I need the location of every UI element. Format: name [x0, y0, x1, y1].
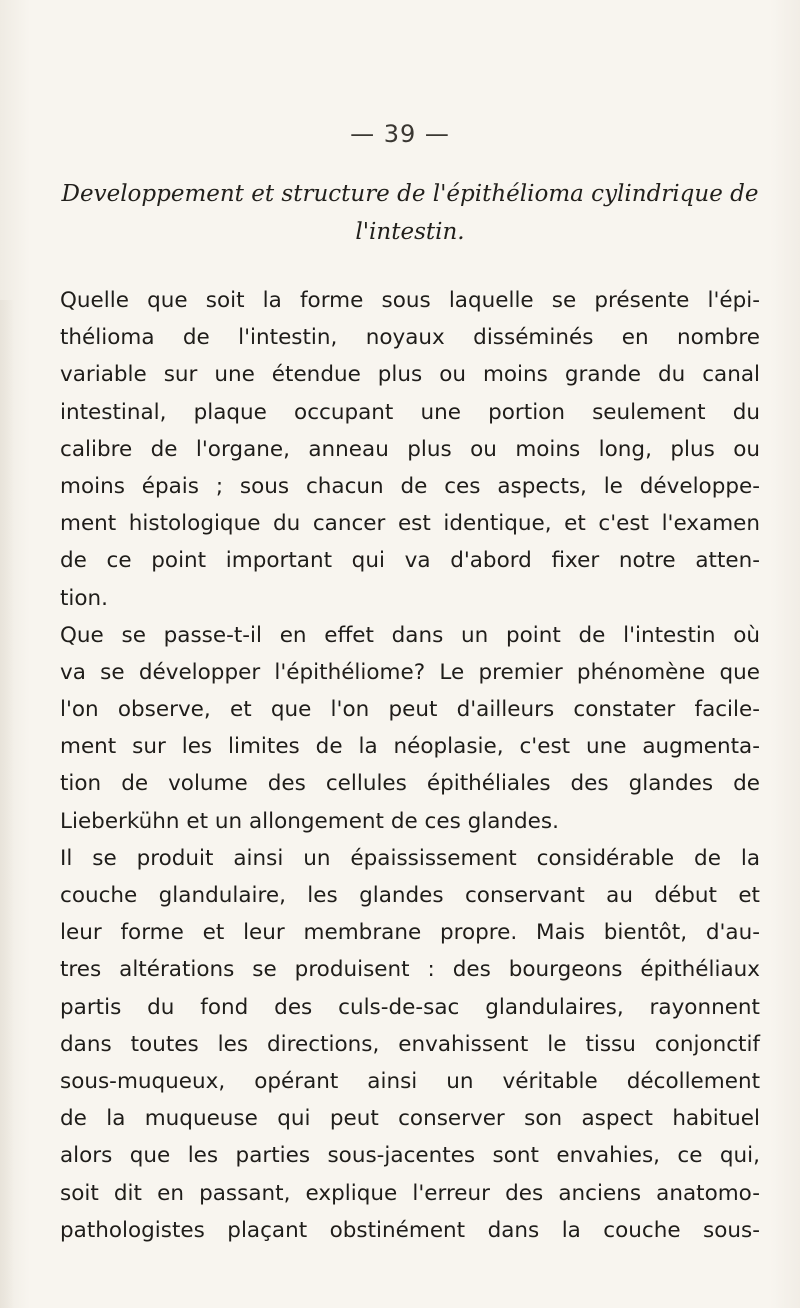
- text-line: Quelle que soit la forme sous laquelle se présente l'épi-: [60, 288, 760, 313]
- text-line: Il se produit ainsi un épaississement considérable de la: [60, 845, 760, 871]
- text-line: leur forme et leur membrane propre. Mais bientôt, d'au-: [60, 920, 760, 946]
- text-line: pathologistes plaçant obstinément dans la couche sous-: [60, 1217, 760, 1243]
- text-line: partis du fond des culs-de-sac glandulaires, rayonnent: [60, 994, 760, 1020]
- text-line: va se développer l'épithéliome? Le premier phénomène que: [60, 659, 760, 685]
- text-line: ment sur les limites de la néoplasie, c'est une augmenta-: [60, 734, 760, 760]
- text-line: Lieberkühn et un allongement de ces glandes.: [60, 808, 559, 834]
- text-line: tion de volume des cellules épithéliales des glandes de: [60, 771, 760, 797]
- text-line: tres altérations se produisent : des bourgeons épithéliaux: [60, 957, 760, 983]
- text-line: calibre de l'organe, anneau plus ou moins long, plus ou: [60, 436, 760, 462]
- text-line: de la muqueuse qui peut conserver son aspect habituel: [60, 1106, 760, 1132]
- text-line: ment histologique du cancer est identique, et c'est l'examen: [60, 511, 760, 537]
- text-line: soit dit en passant, explique l'erreur des anciens anatomo-: [60, 1180, 760, 1206]
- text-line: couche glandulaire, les glandes conservant au début et: [60, 883, 760, 908]
- text-line: thélioma de l'intestin, noyaux disséminés en nombre: [60, 325, 760, 351]
- section-title: [50, 175, 770, 251]
- section-title-line: l'intestin.: [355, 219, 465, 245]
- text-line: alors que les parties sous-jacentes sont envahies, ce qui,: [60, 1143, 760, 1169]
- text-line: moins épais ; sous chacun de ces aspects, le développe-: [60, 473, 760, 499]
- page-gutter-shadow: [0, 300, 14, 1308]
- text-line: l'on observe, et que l'on peut d'ailleurs constater facile-: [60, 697, 760, 723]
- section-title-line: Developpement et structure de l'épithélioma cylindrique de: [61, 181, 759, 207]
- page-number: — 39 —: [350, 120, 450, 148]
- text-line: intestinal, plaque occupant une portion seulement du: [60, 399, 760, 425]
- text-line: de ce point important qui va d'abord fixer notre atten-: [60, 548, 760, 574]
- text-line: variable sur une étendue plus ou moins grande du canal: [60, 362, 760, 388]
- text-line: tion.: [60, 585, 109, 611]
- text-line: dans toutes les directions, envahissent le tissu conjonctif: [60, 1031, 760, 1057]
- text-line: Que se passe-t-il en effet dans un point de l'intestin où: [60, 622, 760, 648]
- body-text: [60, 282, 760, 1249]
- text-line: sous-muqueux, opérant ainsi un véritable décollement: [60, 1068, 760, 1094]
